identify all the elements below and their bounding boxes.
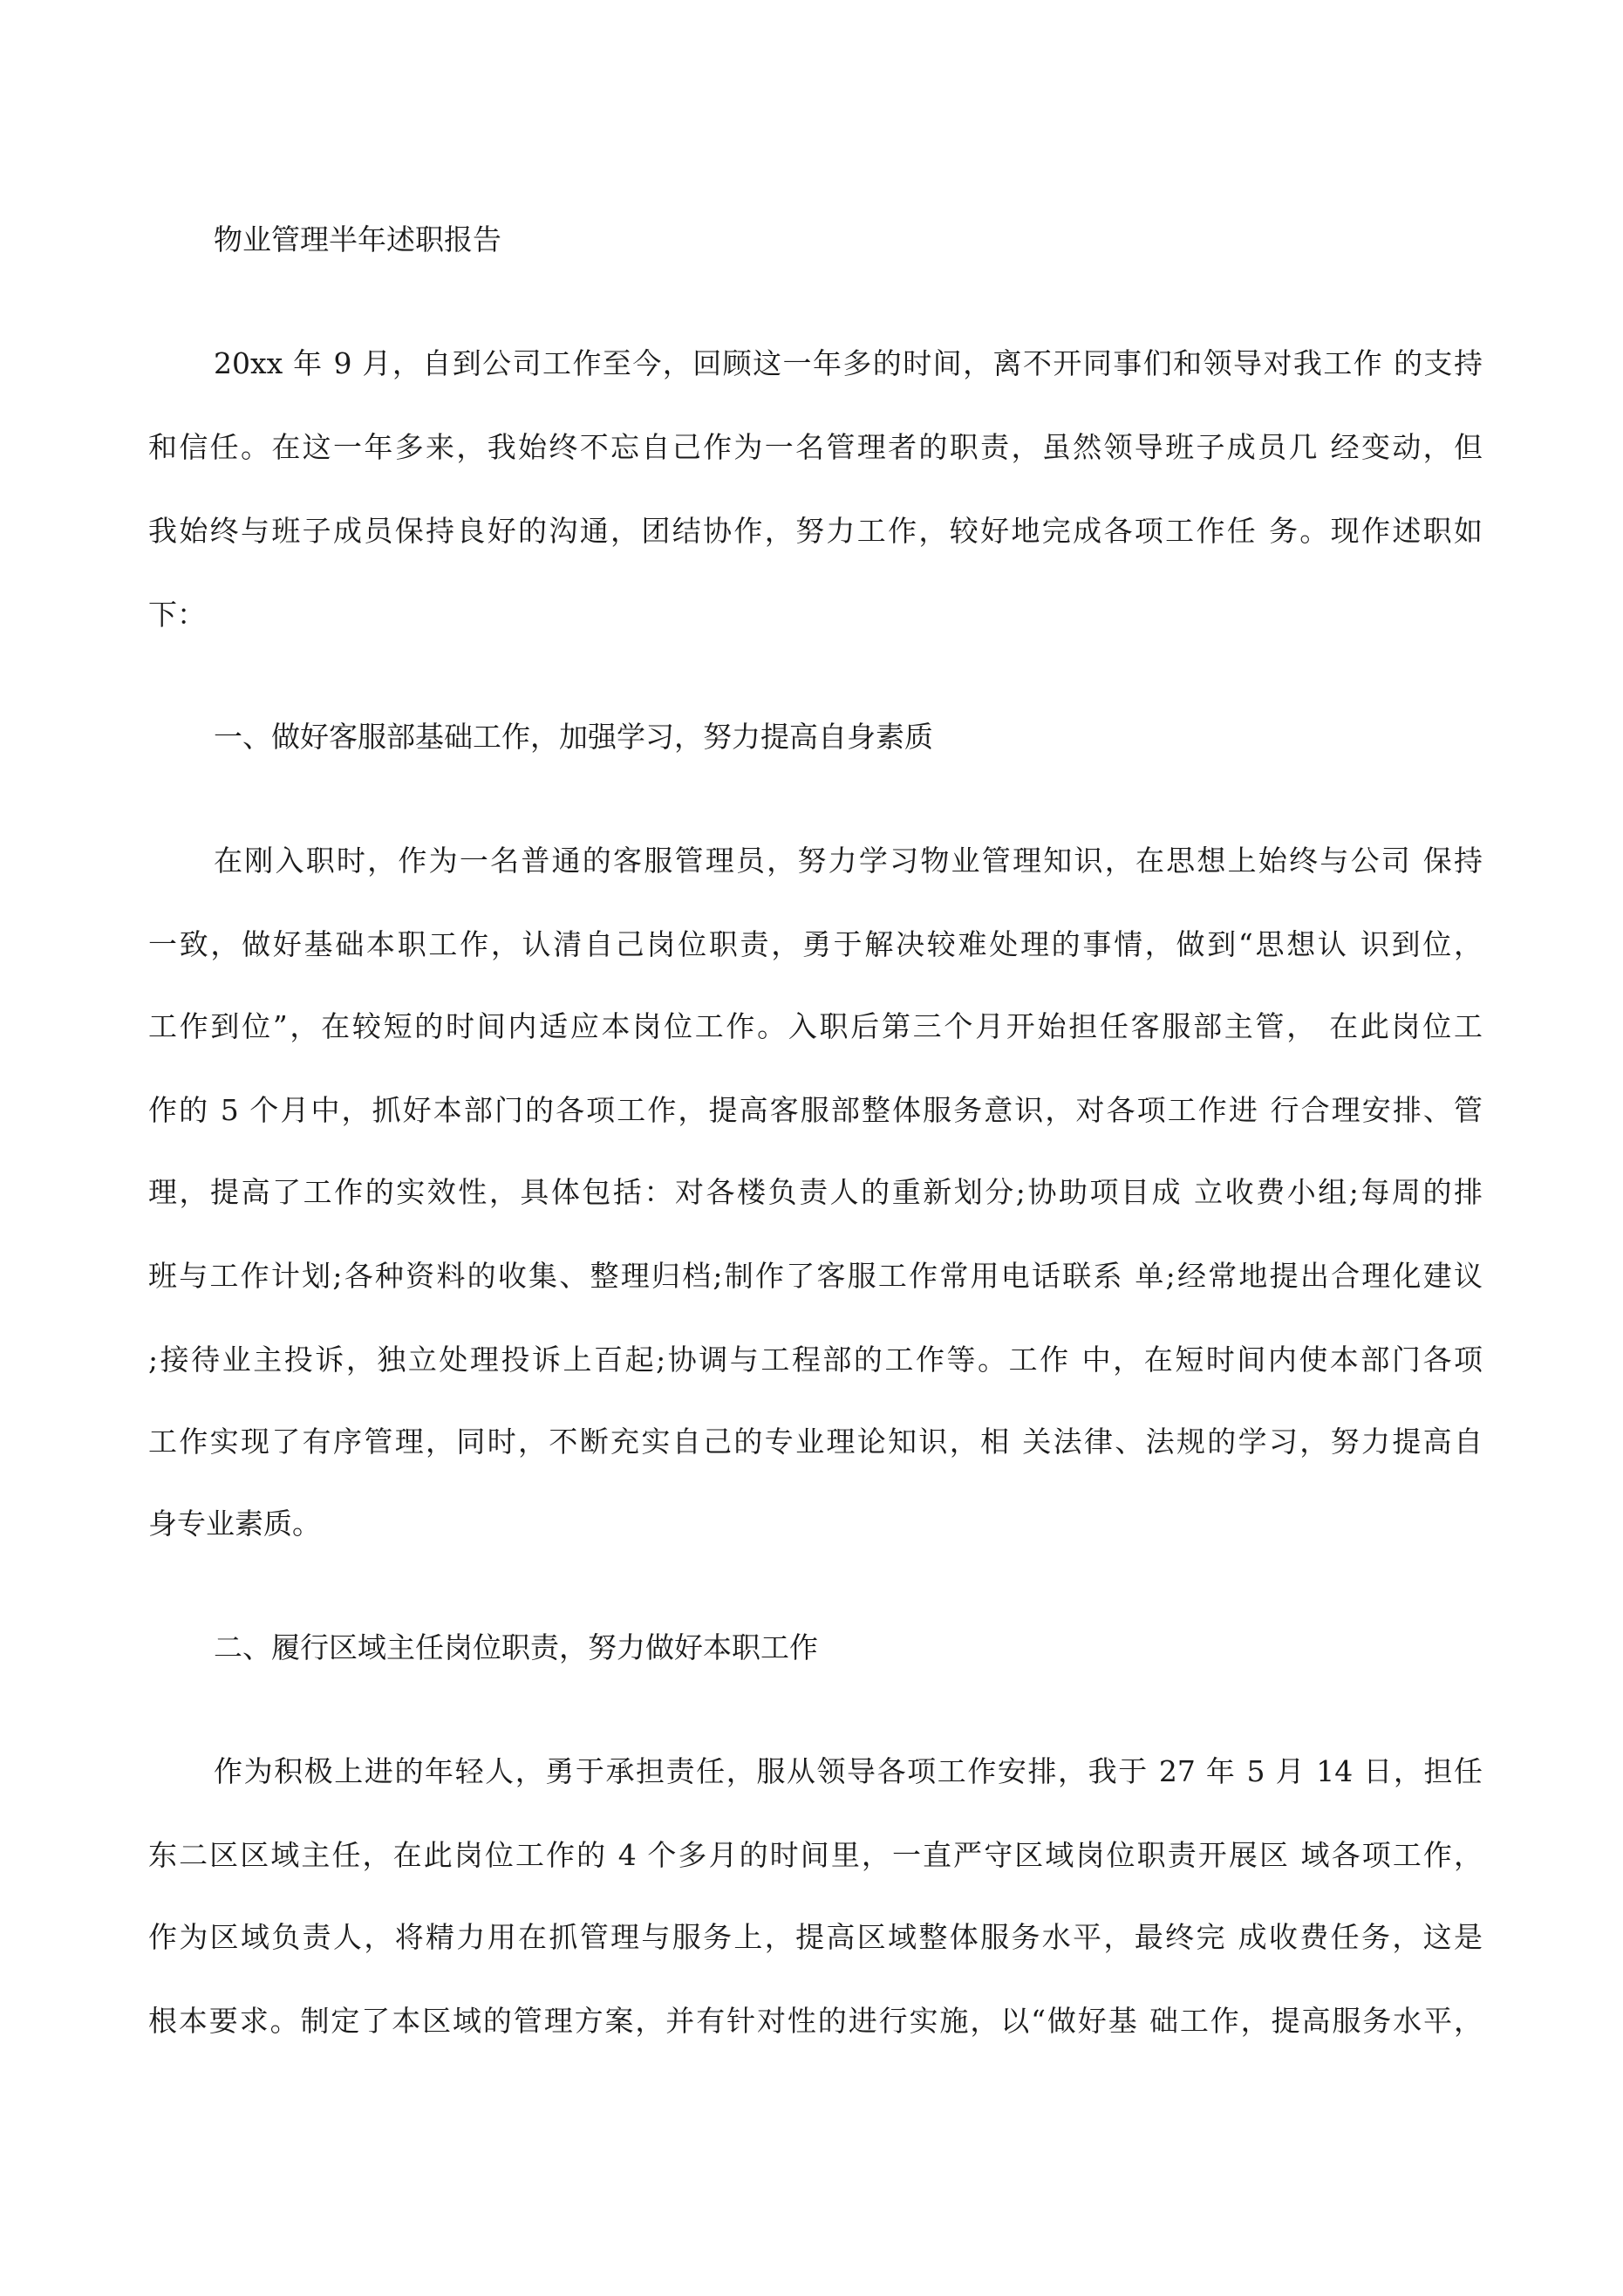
paragraph-1-line-1: 20xx 年 9 月，自到公司工作至今，回顾这一年多的时间，离不开同事们和领导对我工作 的支持 <box>214 346 1483 380</box>
paragraph-1-line-2: 和信任。在这一年多来，我始终不忘自己作为一名管理者的职责，虽然领导班子成员几 经变动，但 <box>148 430 1483 464</box>
paragraph-3-line-2: 东二区区域主任，在此岗位工作的 4 个多月的时间里，一直严守区域岗位职责开展区 域各项工作， <box>148 1838 1483 1872</box>
paragraph-2-line-8: 工作实现了有序管理，同时，不断充实自己的专业理论知识，相 关法律、法规的学习，努力提高自 <box>148 1425 1483 1459</box>
paragraph-2-line-5: 理，提高了工作的实效性，具体包括：对各楼负责人的重新划分;协助项目成 立收费小组;每周的排 <box>148 1175 1483 1209</box>
paragraph-2-line-6: 班与工作计划;各种资料的收集、整理归档;制作了客服工作常用电话联系 单;经常地提出合理化建议 <box>148 1259 1483 1293</box>
section-heading-2: 二、履行区域主任岗位职责，努力做好本职工作 <box>214 1630 818 1664</box>
paragraph-3-line-1: 作为积极上进的年轻人，勇于承担责任，服从领导各项工作安排，我于 27 年 5 月 14 日，担任 <box>214 1754 1483 1788</box>
paragraph-1-line-3: 我始终与班子成员保持良好的沟通，团结协作，努力工作，较好地完成各项工作任 务。现作述职如 <box>148 514 1483 548</box>
paragraph-1-line-4: 下： <box>148 598 206 632</box>
paragraph-2-line-4: 作的 5 个月中，抓好本部门的各项工作，提高客服部整体服务意识，对各项工作进 行合理安排、管 <box>148 1093 1483 1127</box>
paragraph-2-line-1: 在刚入职时，作为一名普通的客服管理员，努力学习物业管理知识，在思想上始终与公司 保持 <box>214 844 1483 878</box>
paragraph-2-line-2: 一致，做好基础本职工作，认清自己岗位职责，勇于解决较难处理的事情，做到“思想认 识到位， <box>148 927 1483 961</box>
paragraph-3-line-3: 作为区域负责人，将精力用在抓管理与服务上，提高区域整体服务水平，最终完 成收费任务，这是 <box>148 1920 1483 1954</box>
paragraph-2-line-3: 工作到位”，在较短的时间内适应本岗位工作。入职后第三个月开始担任客服部主管， 在此岗位工 <box>148 1009 1483 1043</box>
paragraph-2-line-7: ;接待业主投诉，独立处理投诉上百起;协调与工程部的工作等。工作 中，在短时间内使本部门各项 <box>148 1343 1483 1377</box>
document-title: 物业管理半年述职报告 <box>214 222 501 256</box>
section-heading-1: 一、做好客服部基础工作，加强学习，努力提高自身素质 <box>214 720 933 754</box>
paragraph-2-line-9: 身专业素质。 <box>148 1507 321 1541</box>
paragraph-3-line-4: 根本要求。制定了本区域的管理方案，并有针对性的进行实施，以“做好基 础工作，提高服务水平， <box>148 2004 1483 2038</box>
